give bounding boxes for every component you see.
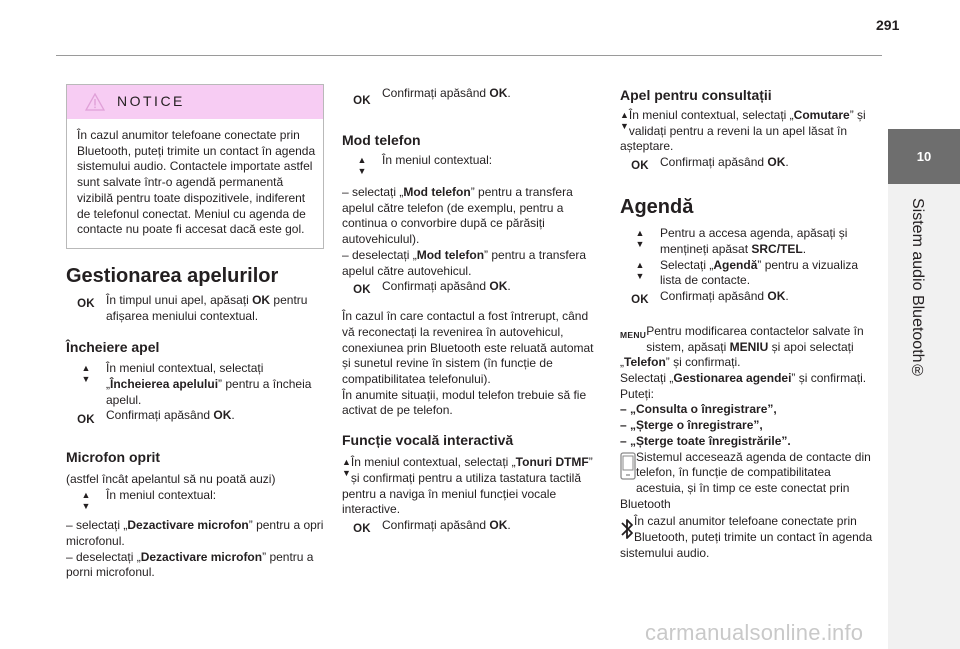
notice-title: NOTICE [117, 93, 185, 110]
arrow-up-icon: ▲ [620, 110, 629, 120]
heading-phone-mode: Mod telefon [342, 132, 421, 148]
ok-button-icon: OK [353, 95, 371, 108]
watermark: carmanualsonline.info [645, 620, 864, 645]
step-end-call-confirm [66, 408, 324, 432]
arrow-up-icon: ▲ [342, 457, 351, 468]
agenda-option-3: – „Șterge toate înregistrările”. [620, 433, 791, 448]
arrow-down-icon: ▼ [635, 239, 645, 250]
column-2 [342, 86, 604, 542]
ok-button-icon: OK [353, 284, 371, 297]
step-text: Confirmați apăsând OK. [382, 279, 511, 294]
note-text: În cazul anumitor telefoane conectate prin Bluetooth, puteți trimite un contact în agenda sistemului audio. [620, 514, 873, 560]
menu-button-icon: MENU [620, 330, 647, 341]
step-phone-mode [342, 153, 604, 179]
note-phone-compat [620, 450, 882, 513]
ok-button-icon: OK [631, 294, 649, 307]
arrow-up-down-icon [66, 361, 106, 387]
step-voice-confirm-top [342, 86, 604, 114]
step-text: Confirmați apăsând OK. [382, 517, 511, 532]
arrow-up-icon: ▲ [81, 490, 91, 501]
column-1 [66, 84, 324, 581]
step-text: În meniul contextual, selectați „Încheierea apelului” pentru a încheia apelul. [106, 361, 312, 407]
arrow-down-icon: ▼ [357, 166, 367, 176]
step-text: Selectați „Agendă” pentru a vizualiza lista de contacte. [660, 257, 859, 288]
arrow-up-down-icon [66, 488, 106, 514]
step-text: În meniul contextual: [382, 153, 493, 167]
bluetooth-icon [620, 514, 634, 544]
ok-button-icon: OK [631, 160, 649, 173]
top-divider [56, 55, 882, 56]
agenda-text-2: Puteți: [620, 386, 655, 401]
notice-text: În cazul anumitor telefoane conectate prin Bluetooth, puteți trimite un contact în agenda sistemului audio. Contactele importate astfel sunt salvate într-o agendă permanentă vizibilă pentru toate dispozitivele, indiferent de telefonul conectat. Meniul cu agenda de contacte nu poate fi accesat dacă este gol. [77, 128, 316, 237]
arrow-up-icon: ▲ [635, 228, 645, 239]
note-bluetooth [620, 514, 882, 561]
arrow-down-icon: ▼ [620, 121, 629, 131]
arrow-up-icon: ▲ [81, 363, 91, 374]
arrow-down-icon: ▼ [342, 468, 351, 479]
step-dtmf-confirm [342, 518, 604, 542]
step-text: În meniul contextual, selectați „Tonuri DTMF” și confirmați pentru a utiliza tastatura tactilă pentru a naviga în meniul funcției vocale interactive. [342, 455, 593, 517]
ok-button-icon: OK [353, 523, 371, 536]
step-text: Pentru a accesa agenda, apăsați și mențineți apăsat SRC/TEL. [660, 226, 848, 256]
step-open-agenda [620, 226, 882, 257]
step-phone-mode-confirm [342, 279, 604, 303]
mute-intro: (astfel încât apelantul să nu poată auzi) [66, 472, 276, 487]
mute-text-2: – deselectați „Dezactivare microfon” pentru a porni microfonul. [66, 549, 314, 580]
notice-header [67, 85, 323, 119]
section-title-agenda: Agendă [620, 196, 694, 219]
step-dtmf [342, 455, 604, 518]
agenda-option-1: – „Consulta o înregistrare”, [620, 402, 777, 417]
phone-mode-text-3: În cazul în care contactul a fost întrerupt, când vă reconectați la revenirea în autovehicul, conexiunea prin Bluetooth este reluată automat și sunetul revine în sistem (în funcție de compatibilitatea telefonului). [342, 309, 594, 387]
page-number: 291 [876, 17, 900, 33]
warning-triangle-icon [85, 93, 105, 111]
arrow-up-down-icon [342, 153, 382, 179]
step-select-agenda [620, 258, 882, 289]
step-switch-call [620, 108, 882, 155]
heading-mute: Microfon oprit [66, 449, 161, 466]
step-text: În meniul contextual: [106, 488, 217, 503]
step-agenda-menu [620, 324, 882, 371]
step-call-menu [66, 293, 324, 324]
arrow-up-down-icon [620, 226, 660, 252]
heading-consultation-call: Apel pentru consultații [620, 87, 772, 103]
phone-icon [620, 450, 636, 482]
step-text: Confirmați apăsând OK. [106, 408, 235, 423]
arrow-down-icon: ▼ [81, 374, 91, 385]
step-text: Pentru modificarea contactelor salvate în sistem, apăsați MENIU și apoi selectați „Telefon” și confirmați. [620, 323, 864, 370]
step-text: În meniul contextual, selectați „Comutare” și validați pentru a reveni la un apel lăsat în așteptare. [620, 108, 866, 154]
step-agenda-confirm [620, 289, 882, 313]
step-text: În timpul unui apel, apăsați OK pentru afișarea meniului contextual. [106, 292, 308, 323]
arrow-down-icon: ▼ [635, 270, 645, 281]
column-3 [620, 86, 882, 561]
step-switch-confirm [620, 155, 882, 179]
heading-interactive-voice: Funcție vocală interactivă [342, 432, 514, 449]
arrow-up-icon: ▲ [635, 259, 645, 270]
arrow-up-down-icon [342, 455, 351, 481]
phone-mode-text-4: În anumite situații, modul telefon trebuie să fie activat de pe telefon. [342, 387, 587, 418]
arrow-up-icon: ▲ [357, 155, 367, 165]
ok-button-icon: OK [77, 413, 95, 426]
phone-mode-text-2: – deselectați „Mod telefon” pentru a transfera apelul către autovehicul. [342, 247, 587, 278]
step-end-call-select [66, 361, 324, 408]
note-text: Sistemul accesează agenda de contacte din telefon, în funcție de compatibilitatea acestuia, și în timp ce este conectat prin Bluetooth [620, 449, 871, 511]
phone-mode-text-1: – selectați „Mod telefon” pentru a transfera apelul către telefon (de exemplu, pentru a continua o convorbire după ce părăsiți autovehiculul). [342, 185, 573, 247]
step-text: Confirmați apăsând OK. [382, 86, 511, 100]
notice-box [66, 84, 324, 249]
chapter-title: Sistem audio Bluetooth® [909, 198, 926, 380]
arrow-up-down-icon [620, 258, 660, 284]
step-text: Confirmați apăsând OK. [660, 155, 789, 170]
agenda-text-1: Selectați „Gestionarea agendei” și confirmați. [620, 371, 867, 386]
mute-text-1: – selectați „Dezactivare microfon” pentru a opri microfonul. [66, 518, 324, 548]
arrow-up-down-icon [620, 108, 629, 134]
heading-end-call: Încheiere apel [66, 339, 160, 356]
section-title-call-management: Gestionarea apelurilor [66, 264, 279, 287]
step-mute [66, 488, 324, 514]
arrow-down-icon: ▼ [81, 501, 91, 512]
ok-button-icon: OK [77, 298, 95, 311]
agenda-option-2: – „Șterge o înregistrare”, [620, 418, 763, 433]
step-text: Confirmați apăsând OK. [660, 288, 789, 303]
chapter-tab[interactable]: 10 [888, 129, 960, 184]
